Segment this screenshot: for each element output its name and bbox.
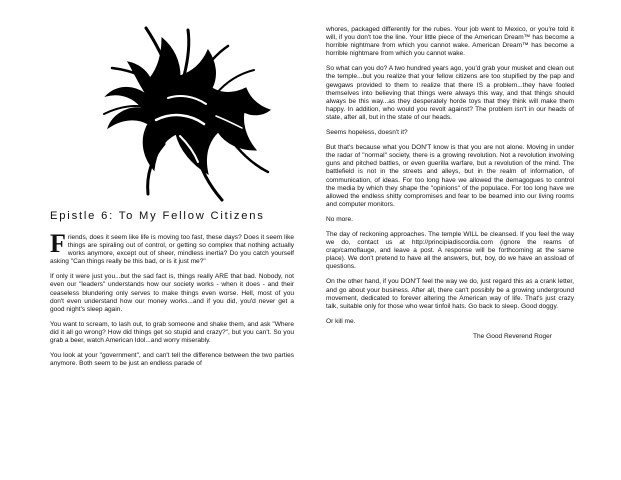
dropcap: F [50, 229, 66, 258]
paragraph: Or kill me. [326, 317, 356, 325]
paragraph: You look at your "government", and can't tell the difference between the two parties anymore. Both seem to be just an endless parade of [50, 352, 294, 368]
article-title: Epistle 6: To My Fellow Citizens [50, 210, 265, 222]
right-column-body [326, 26, 574, 348]
paragraph: You want to scream, to lash out, to grab someone and shake them, and ask "Where did it all go wrong? How did things get so stupid and crazy?", but you can't. So you grab a beer, watch American Idol...and worry miserably. [50, 320, 294, 345]
paragraph: whores, packaged differently for the rubes. Your job went to Mexico, or you're told it will, if you don't toe the line. Your little piece of the American Dream™ has become a horrible nightmare from which you cannot wake. American Dream™ has become a horrible nightmare from which you cannot wake. [326, 26, 574, 58]
paragraph [50, 229, 294, 266]
paragraph: No more. [326, 215, 353, 223]
paragraph-text: riends, does it seem like life is moving too fast, these days? Does it seem like things are spiraling out of control, or getting so complex that nothing actually works anymore, except out of sheer, mindless inertia? Do you catch yourself asking "Can things really be this bad, or is it just me?" [50, 234, 294, 266]
paragraph: On the other hand, if you DON'T feel the way we do, just regard this as a crank letter, and go about your business. After all, there can't possibly be a growing underground movement, dedicated to forever altering the American way of life. That's just crazy talk, suitable only for those who wear tinfoil hats. Go back to sleep. Good doggy. [326, 278, 574, 310]
paragraph: The day of reckoning approaches. The temple WILL be cleansed. If you feel the way we do, contact us at http://principiadiscordia.com (ignore the reams of crap/camoflauge, and leave a post. A response will be forthcoming at the same place). We don't pretend to have all the answers, but, boy, do we have an assload of questions. [326, 230, 574, 271]
paragraph: But that's because what you DON'T know is that you are not alone. Moving in under the radar of "normal" society, there is a growing revolution. Not a revolution involving guns and pitched battles, or even guerilla warfare, but a revolution of the mind. The battlefield is not in the streets and alleys, but in the realm of information, of communication, of ideas. For too long have we allowed the demagogues to control the media by which they shape the "opinions" of the populace. For too long have we allowed the endless shitty compromises and fear to be beamed into our living rooms and computer monitors. [326, 144, 574, 208]
paragraph: Seems hopeless, doesn't it? [326, 129, 408, 137]
paragraph: If only it were just you...but the sad fact is, things really ARE that bad. Nobody, not even our "leaders" understands how our society works - when it does - and their ceaseless blundering only serves to make things even worse. Hell, most of you don't even understand how our money works...and if you did, you'd never get a good night's sleep again. [50, 273, 294, 313]
signature: The Good Reverend Roger [473, 332, 552, 340]
ink-flower-illustration [76, 24, 272, 208]
left-column-body [50, 229, 294, 375]
paragraph: So what can you do? A two hundred years ago, you'd grab your musket and clean out the temple...but you realize that your fellow citizens are too stupified by the pap and gewgaws provided to them to realize that there IS a problem...they have fooled themselves into believing that things were always this way, and that things should always be this way...as they desperately horde toys that they think will make them happy. In addition, who would you revolt against? The problem isn't in our heads of state, after all, but in the state of our heads. [326, 65, 574, 121]
